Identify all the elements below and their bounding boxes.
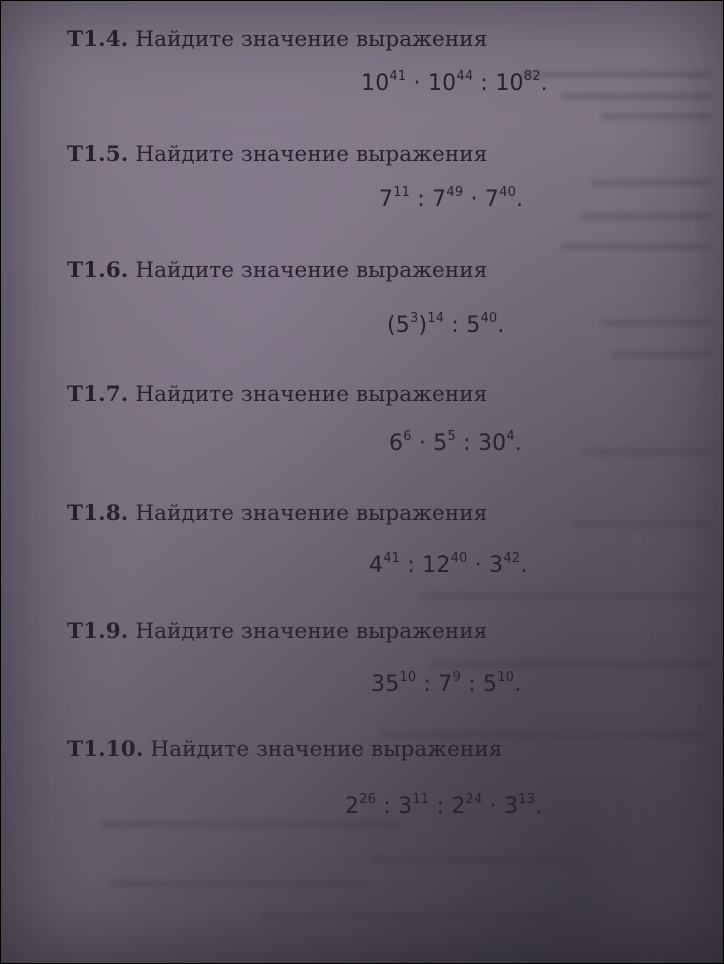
task-heading [67,501,707,526]
expression-exponent: 10 [497,670,515,685]
expression-operator: : [429,794,452,819]
task-t1-4 [67,27,707,52]
expression-operator: . [520,553,528,578]
expression-operator: ( [387,313,396,338]
expression-operator: : [416,672,439,697]
task-t1-7 [67,382,707,407]
expression-base: 2 [345,794,360,819]
task-number: T1.6. [67,258,129,283]
expression-exponent: 49 [446,185,464,200]
expression-base: 7 [379,187,394,212]
expression-base: 35 [371,672,400,697]
task-prompt: Найдите значение выражения [135,382,488,407]
task-t1-8 [67,501,707,526]
expression-base: 6 [389,431,404,456]
expression-base: 5 [433,431,448,456]
expression-base: 7 [484,187,500,212]
task-expression [345,794,542,819]
expression-exponent: 44 [456,69,474,84]
expression-operator: : [410,187,433,212]
task-heading [67,619,707,644]
task-number: T1.7. [67,382,129,407]
expression-exponent: 42 [503,551,521,566]
task-t1-6 [67,258,707,283]
expression-base: 5 [395,313,410,338]
expression-operator: · [411,431,434,456]
expression-operator: · [482,794,505,819]
expression-exponent: 13 [518,792,536,807]
task-expression [387,313,505,338]
task-prompt: Найдите значение выражения [135,619,488,644]
task-t1-9 [67,619,707,644]
task-number: T1.9. [67,619,129,644]
expression-exponent: 41 [389,69,407,84]
expression-base: 3 [504,794,519,819]
expression-exponent: 9 [452,670,462,685]
expression-base: 7 [438,672,453,697]
task-prompt: Найдите значение выражения [135,258,488,283]
expression-base: 7 [432,187,447,212]
expression-operator: : [455,431,478,456]
expression-exponent: 26 [359,792,377,807]
task-prompt: Найдите значение выражения [135,142,488,167]
expression-operator: : [444,313,467,338]
expression-base: 10 [495,71,524,96]
expression-base: 3 [489,553,504,578]
expression-operator: . [540,71,548,96]
expression-operator: . [535,794,543,819]
expression-exponent: 24 [465,792,483,807]
expression-exponent: 40 [480,311,498,326]
expression-exponent: 40 [450,551,468,566]
task-expression [389,431,522,456]
expression-base: 12 [422,553,451,578]
task-expression [379,187,523,212]
task-number: T1.4. [67,27,129,52]
task-heading [67,382,707,407]
expression-operator: · [467,553,490,578]
task-number: T1.10. [67,737,144,762]
task-t1-10 [67,737,707,762]
expression-base: 4 [369,553,384,578]
expression-operator: . [516,187,524,212]
task-number: T1.5. [67,142,129,167]
expression-operator: . [514,672,522,697]
expression-exponent: 4 [506,429,515,444]
expression-exponent: 40 [499,185,517,200]
expression-base: 10 [427,71,457,96]
expression-base: 2 [451,794,466,819]
task-heading [67,142,707,167]
task-number: T1.8. [67,501,129,526]
task-prompt: Найдите значение выражения [135,27,488,52]
expression-exponent: 3 [410,311,419,326]
expression-base: 3 [398,794,413,819]
task-prompt: Найдите значение выражения [135,501,488,526]
task-heading [67,258,707,283]
expression-exponent: 82 [523,69,541,84]
task-heading [67,27,707,52]
task-t1-5 [67,142,707,167]
expression-operator: . [497,313,505,338]
task-heading [67,737,707,762]
expression-operator: · [463,187,485,212]
expression-operator: . [514,431,523,456]
expression-base: 10 [361,71,390,96]
expression-operator: ) [418,313,428,338]
expression-operator: · [406,71,428,96]
expression-exponent: 5 [447,429,456,444]
expression-base: 5 [466,313,481,338]
expression-exponent: 6 [403,429,412,444]
task-expression [361,71,548,96]
expression-exponent: 14 [427,311,445,326]
task-prompt: Найдите значение выражения [150,737,503,762]
expression-base: 5 [483,672,498,697]
expression-operator: : [461,672,484,697]
task-expression [369,553,527,578]
task-expression [371,672,521,697]
expression-base: 30 [477,431,507,456]
expression-exponent: 11 [393,185,411,200]
expression-operator: : [376,794,399,819]
expression-exponent: 10 [399,670,417,685]
expression-exponent: 11 [412,792,430,807]
expression-operator: : [473,71,496,96]
expression-operator: : [400,553,423,578]
expression-exponent: 41 [383,551,401,566]
